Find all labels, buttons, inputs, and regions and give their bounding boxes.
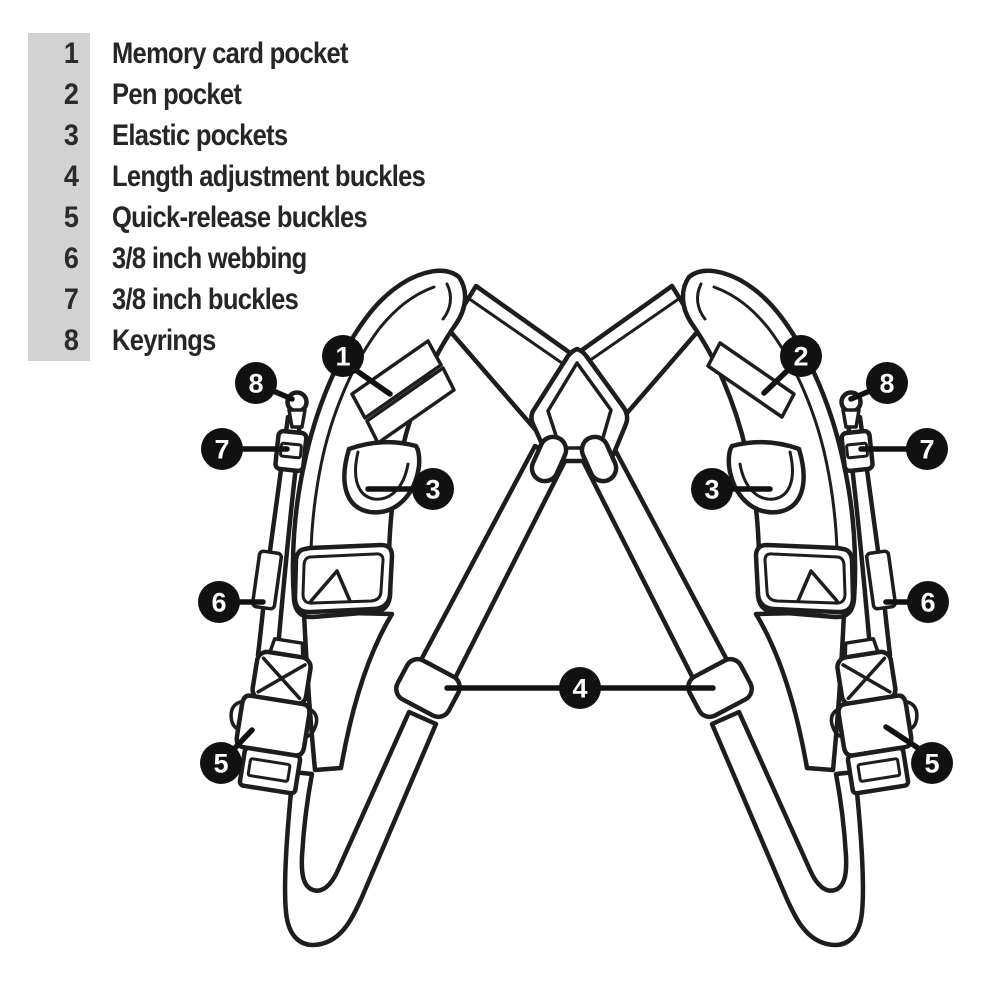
callout-quick-release-buckle-left [200,742,242,784]
callout-small-buckle-left [201,428,243,470]
left-strap-tail [304,612,392,770]
callout-number: 3 [704,474,720,505]
legend-item-label: Keyrings [112,323,216,357]
callout-number: 5 [924,748,940,779]
callout-webbing-right [907,581,949,623]
callout-number: 1 [335,341,351,372]
right-bottom-loop [712,712,863,945]
callout-number: 6 [920,587,936,618]
callout-keyring-left [235,362,277,404]
callout-webbing-left [198,581,240,623]
legend-item-number: 6 [63,241,78,275]
legend-item [28,320,480,361]
callout-length-adjustment-buckles [559,667,601,709]
callout-number: 8 [248,368,264,399]
callout-number: 5 [213,748,229,779]
legend-rows [28,33,480,361]
legend-item [28,115,480,156]
legend-item-label: Quick-release buckles [112,200,368,234]
legend-item [28,279,480,320]
callout-small-buckle-right [906,428,948,470]
legend-item-number: 5 [63,200,78,234]
legend-item [28,33,480,74]
callout-number: 4 [572,673,588,704]
callout-number: 2 [793,341,809,372]
legend-item-label: Length adjustment buckles [112,159,426,193]
legend-item [28,74,480,115]
legend-item [28,156,480,197]
legend-item-number: 7 [63,282,78,316]
legend-item-label: 3/8 inch buckles [112,282,299,316]
legend-item-number: 8 [63,323,78,357]
callout-number: 7 [919,434,935,465]
back-pad-loop-left [528,433,570,486]
callout-elastic-pocket-right [691,468,733,510]
callout-keyring-right [866,362,908,404]
legend-item [28,238,480,279]
legend-item-label: Pen pocket [112,77,242,111]
left-keyring-nub [289,410,305,427]
callout-number: 7 [214,434,230,465]
callout-number: 3 [425,474,441,505]
callout-quick-release-buckle-right [911,742,953,784]
legend-item-label: Memory card pocket [112,36,348,70]
callout-pen-pocket [780,335,822,377]
callout-number: 8 [879,368,895,399]
legend-item-number: 3 [63,118,78,152]
callout-number: 6 [211,587,227,618]
legend-item-number: 1 [63,36,78,70]
left-bottom-loop [285,712,436,945]
legend-item-number: 4 [63,159,78,193]
legend-item [28,197,480,238]
legend-item-label: 3/8 inch webbing [112,241,307,275]
right-strap-tail [756,612,844,770]
legend-item-number: 2 [63,77,78,111]
legend-item-label: Elastic pockets [112,118,288,152]
callout-elastic-pocket-left [412,468,454,510]
